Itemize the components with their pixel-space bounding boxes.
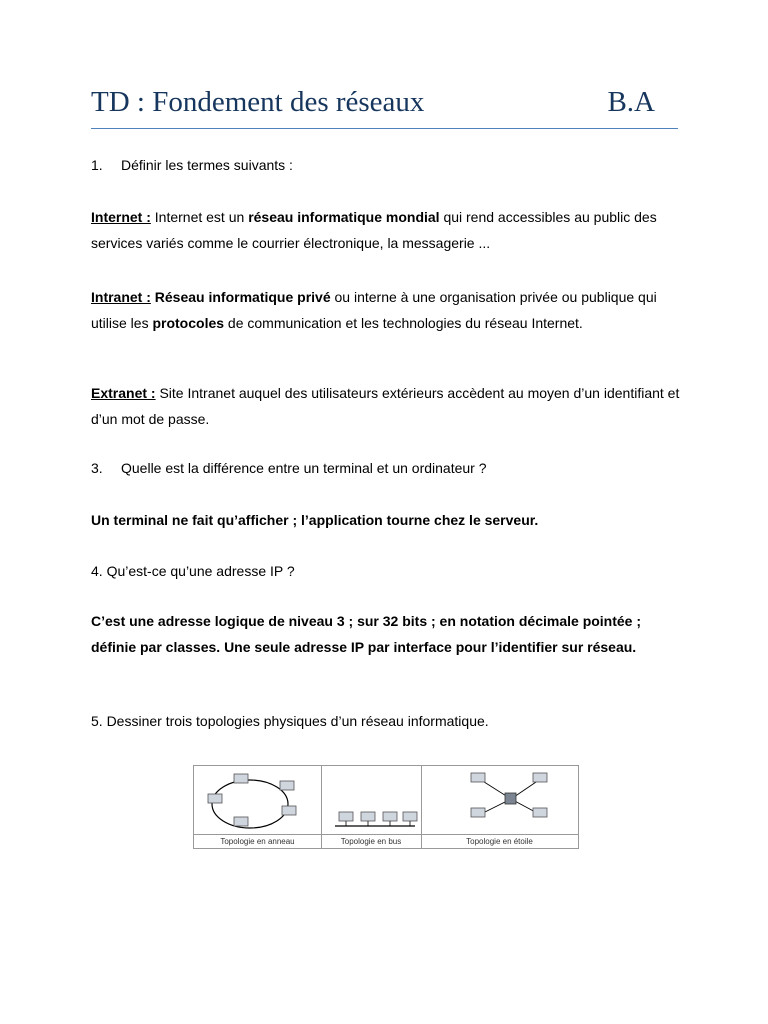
question-3 [91,455,691,481]
term-intranet: Intranet : [91,289,151,305]
intranet-bold-2: protocoles [152,315,225,331]
star-caption: Topologie en étoile [421,834,578,848]
intranet-text-2: de communication et les technologies du réseau Internet. [224,315,583,331]
answer-3: Un terminal ne fait qu’afficher ; l’application tourne chez le serveur. [91,512,539,528]
bus-topology [321,766,422,848]
question-1-number: 1. [91,157,103,173]
definition-intranet [91,284,691,336]
question-3-text: Quelle est la différence entre un terminal et un ordinateur ? [121,460,487,476]
internet-bold-1: réseau informatique mondial [248,209,440,225]
intranet-text-1: ou interne à une organisation privée ou publique qui utilise les [91,289,657,331]
question-1 [91,152,691,178]
question-1-text: Définir les termes suivants : [121,157,293,173]
answer-4: C’est une adresse logique de niveau 3 ; sur 32 bits ; en notation décimale pointée ; définie par classes. Une seule adresse IP par interface pour l’identifier sur réseau. [91,613,642,655]
star-topology [421,766,578,848]
topologies-figure [193,765,579,849]
ring-diagram [194,766,321,834]
bus-caption: Topologie en bus [321,834,421,848]
page-title [91,86,678,126]
ring-caption: Topologie en anneau [194,834,321,848]
term-extranet: Extranet : [91,385,156,401]
extranet-text-1: Site Intranet auquel des utilisateurs extérieurs accèdent au moyen d’un identifiant et d’un mot de passe. [91,385,680,427]
definition-extranet [91,380,691,432]
internet-text-2: qui rend accessibles au public des services variés comme le courrier électronique, la messagerie ... [91,209,657,251]
bus-diagram [321,766,421,834]
question-5: 5. Dessiner trois topologies physiques d’un réseau informatique. [91,713,489,729]
title-text: TD : Fondement des réseaux [91,86,425,118]
intranet-bold-1: Réseau informatique privé [150,289,331,305]
question-3-number: 3. [91,460,103,476]
term-internet: Internet : [91,209,151,225]
definition-internet [91,204,691,256]
author-initials: B.A [607,86,655,118]
question-4: 4. Qu’est-ce qu’une adresse IP ? [91,563,295,579]
title-underline [91,128,678,129]
star-diagram [421,766,578,834]
ring-topology [194,766,322,848]
internet-text-1: Internet est un [150,209,249,225]
